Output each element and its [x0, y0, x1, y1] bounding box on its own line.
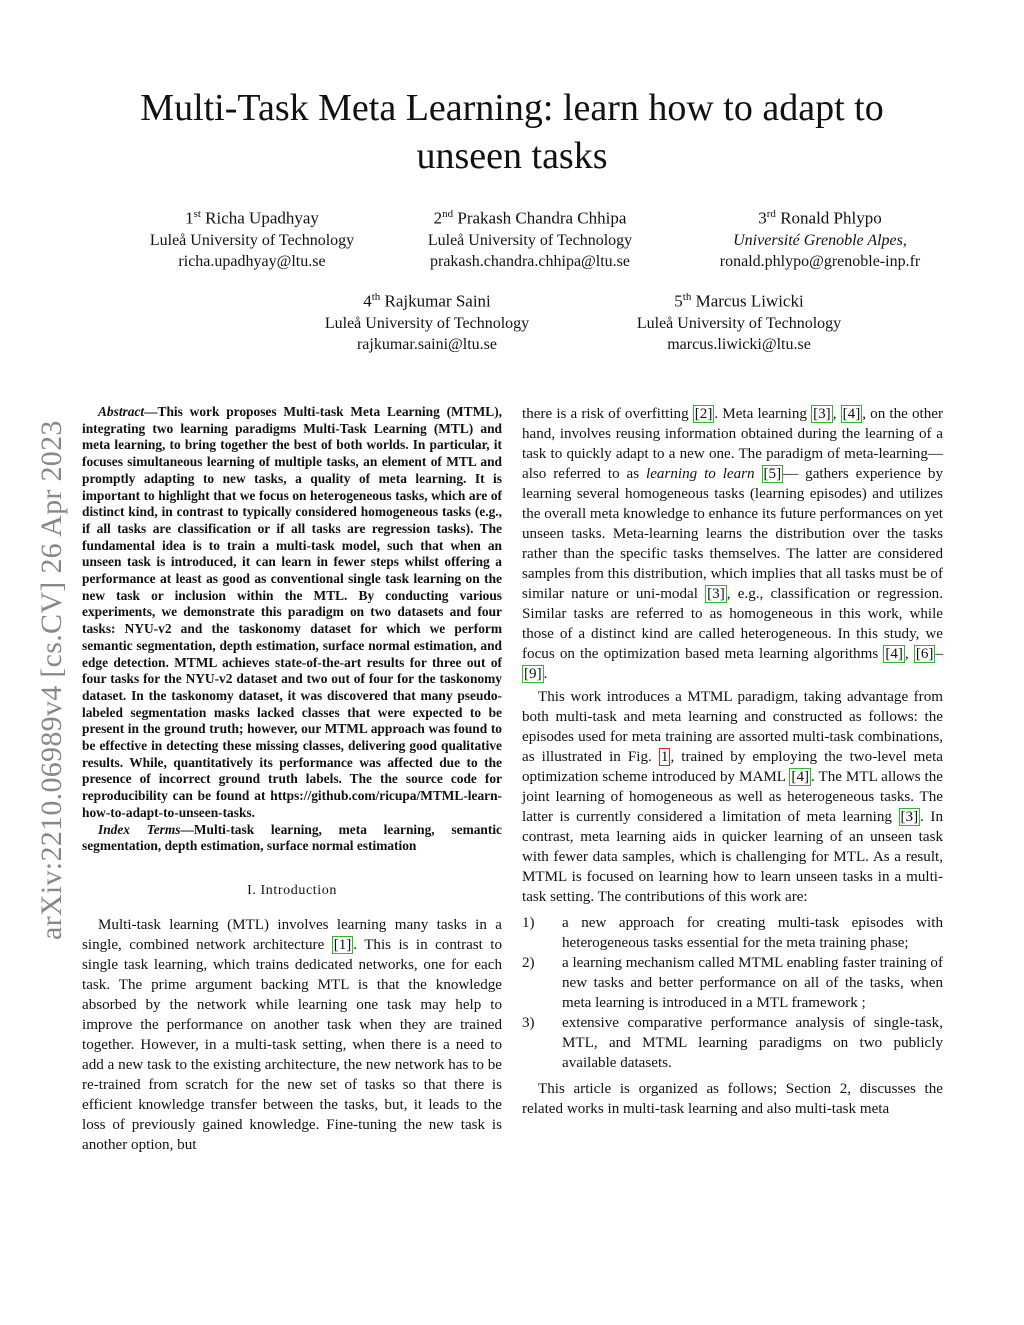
author-affiliation: Luleå University of Technology: [324, 314, 530, 332]
list-number: 2): [522, 955, 535, 971]
author-block-5: [589, 287, 889, 355]
citation-link[interactable]: [2]: [694, 406, 713, 422]
body-paragraph-2: This work introduces a MTML paradigm, taking advantage from both multi-task and meta learning and constructed as follows: the episodes used for meta training are assorted multi-task combinations, as illustrated in Fig. 1 , trained by employing the two-level meta optimization scheme introduced by MAML [4] . The MTL allows the joint learning of homogeneous as well as heterogeneous tasks. The latter is currently considered a limitation of meta learning [3] . In contrast, meta learning aids in quicker learning of an unseen task with fewer data samples, which is challenging for MTL. As a result, MTML is focused on learning how to learn unseen tasks in a multi-task setting. The contributions of this work are:: [522, 689, 943, 905]
index-terms-label: Index Terms: [98, 821, 181, 837]
list-text: a learning mechanism called MTML enabling faster training of new tasks and better performance on all of the tasks, when meta learning is introduced in a MTL framework ;: [562, 955, 943, 1011]
citation-link[interactable]: [6]: [915, 646, 934, 662]
author-email: ronald.phlypo@grenoble-inp.fr: [719, 252, 921, 270]
list-item: [522, 913, 943, 953]
left-column: [82, 404, 502, 1155]
list-item: [522, 1013, 943, 1073]
list-text: extensive comparative performance analysis of single-task, MTL, and MTML learning paradigms on two publicly available datasets.: [562, 1015, 943, 1071]
section-heading-introduction: I. Introduction: [247, 882, 337, 898]
author-name: 3rd Ronald Phlypo: [758, 208, 882, 228]
author-name: 5th Marcus Liwicki: [674, 291, 804, 311]
author-name: 4th Rajkumar Saini: [363, 291, 491, 311]
author-affiliation: Université Grenoble Alpes,: [733, 231, 907, 249]
author-affiliation: Luleå University of Technology: [149, 231, 355, 249]
index-terms-text: —Multi-task learning, meta learning, semantic segmentation, depth estimation, surface normal estimation: [82, 821, 502, 854]
citation-link[interactable]: [3]: [813, 406, 831, 422]
abstract: [82, 404, 502, 822]
abstract-label: Abstract: [98, 404, 145, 419]
paper-title: Multi-Task Meta Learning: learn how to adapt to unseen tasks: [140, 87, 884, 177]
author-block-4: [277, 287, 577, 355]
citation-link[interactable]: [3]: [707, 586, 725, 602]
author-email: prakash.chandra.chhipa@ltu.se: [430, 252, 630, 270]
intro-paragraph: Multi-task learning (MTL) involves learning many tasks in a single, combined network architecture [1] . This is in contrast to single task learning, which trains dedicated networks, one for each task. The prime argument backing MTL is that the knowledge absorbed by the network while learning one task may help to improve the performance on another task when they are trained together. However, in a multi-task setting, when there is a need to add a new task to the existing architecture, the new network has to be re-trained from scratch for the new set of tasks so that there is efficient knowledge transfer between the tasks, but, it leads to the loss of previously gained knowledge. Fine-tuning the new task is another option, but: [82, 916, 503, 1153]
index-terms: [82, 822, 502, 855]
author-affiliation: Luleå University of Technology: [427, 231, 633, 249]
citation-link[interactable]: [3]: [900, 809, 919, 825]
citation-link[interactable]: [4]: [791, 769, 810, 785]
author-email: marcus.liwicki@ltu.se: [667, 335, 811, 353]
author-email: richa.upadhyay@ltu.se: [178, 252, 326, 270]
abstract-text: —This work proposes Multi-task Meta Learning (MTML), integrating two learning paradigms Multi-Task Learning (MTL) and meta learning, to bring together the best of both worlds. In particular, it focuses simultaneous learning of multiple tasks, an element of MTL and promptly adapting to new tasks, a quality of meta learning. It is important to highlight that we focus on heterogeneous tasks, which are of distinct kind, in contrast to typically considered homogeneous tasks (e.g., if all tasks are classification or if all tasks are regression tasks). The fundamental idea is to train a multi-task model, such that when an unseen task is introduced, it can learn in fewer steps whilst offering a performance at least as good as conventional single task learning on the new task or inclusion within the MTL. By conducting various experiments, we demonstrate this paradigm on two datasets and four tasks: NYU-v2 and the taskonomy dataset for which we perform semantic segmentation, depth estimation, surface normal estimation, and edge detection. MTML achieves state-of-the-art results for three out of four tasks for the NYU-v2 dataset and two out of four for the taskonomy dataset. In the taskonomy dataset, it was discovered that many pseudo-labeled segmentation masks lacked classes that were expected to be present in the ground truth; however, our MTML approach was found to be effective in detecting these missing classes, delivering good qualitative results. While, quantitatively its performance was affected due to the presence of incorrect ground truth labels. The the source code for reproducibility can be found at https://github.com/ricupa/MTML-learn-how-to-adapt-to-unseen-tasks.: [82, 404, 502, 820]
arxiv-stamp: arXiv:2210.06989v4 [cs.CV] 26 Apr 2023: [35, 420, 68, 940]
citation-link[interactable]: [1]: [333, 936, 352, 953]
author-name: 2nd Prakash Chandra Chhipa: [433, 208, 627, 228]
body-paragraph-1: there is a risk of overfitting [2] . Meta learning [3] , [4] , on the other hand, involves reusing information obtained during the learning of a task to quickly adapt to a new one. The paradigm of meta-learning—also referred to as learning to learn [5] — gathers experience by learning several homogeneous tasks (learning episodes) and utilizes the overall meta knowledge to enhance its future performances on yet unseen tasks. Meta-learning learns the distribution over the tasks rather than the specific tasks themselves. The latter are considered samples from this distribution, which implies that all tasks must be of similar nature or uni-modal [3] , e.g., classification or regression. Similar tasks are referred to as homogeneous in this work, while those of a distinct kind are called heterogeneous. In this study, we focus on the optimization based meta learning algorithms [4] , [6] –[9] .: [522, 406, 944, 682]
citation-link[interactable]: [4]: [842, 406, 861, 422]
list-item: [522, 953, 943, 1013]
emphasis-text: learning to learn: [646, 466, 755, 482]
list-text: a new approach for creating multi-task episodes with heterogeneous tasks essential for the meta training phase;: [562, 915, 943, 951]
contributions-list: [522, 913, 943, 1073]
list-number: 1): [522, 915, 535, 931]
figure-reference-link[interactable]: 1: [660, 749, 669, 765]
citation-link[interactable]: [9]: [524, 666, 542, 682]
author-affiliation: Luleå University of Technology: [636, 314, 842, 332]
author-block-3: [670, 204, 970, 272]
citation-link[interactable]: [5]: [763, 466, 782, 482]
citation-link[interactable]: [4]: [885, 646, 903, 662]
body-paragraph-3: This article is organized as follows; Section 2, discusses the related works in multi-task learning and also multi-task meta: [522, 1081, 943, 1117]
author-block-1: [102, 204, 402, 272]
list-number: 3): [522, 1015, 535, 1031]
right-column: [522, 404, 943, 1119]
author-email: rajkumar.saini@ltu.se: [356, 335, 498, 353]
author-block-2: [380, 204, 680, 272]
author-name: 1st Richa Upadhyay: [185, 208, 319, 228]
